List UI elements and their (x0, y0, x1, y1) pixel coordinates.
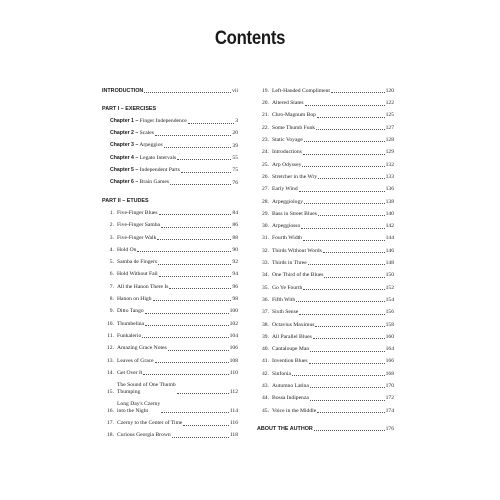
toc-entry-title (102, 118, 187, 125)
toc-entry-title: Chro-Magnum Bop (272, 112, 316, 119)
toc-entry-page: 133 (385, 173, 394, 180)
toc-entry-page: 132 (385, 161, 394, 168)
toc-entry-number: 20. (262, 100, 269, 107)
toc-entry-number: 8. (109, 296, 114, 303)
toc-entry-page: 122 (385, 100, 394, 107)
toc-entry-number: 18. (107, 432, 114, 439)
toc-entry-page: 98 (232, 296, 238, 303)
toc-entry-title: Sixth Sense (272, 309, 299, 316)
toc-entry-page: 108 (229, 357, 238, 364)
toc-entry-page: 86 (232, 222, 238, 229)
toc-entry-etude[interactable] (102, 278, 238, 290)
leader-dots (299, 188, 385, 192)
toc-entry-chapter[interactable] (102, 149, 238, 161)
toc-entry-page: vii (232, 87, 238, 94)
toc-entry-title: Introductions (272, 149, 302, 156)
toc-entry-etude[interactable] (102, 216, 238, 228)
chapter-label: Chapter 4 – (110, 154, 139, 161)
toc-entry-page: 55 (232, 155, 238, 162)
leader-dots (144, 89, 231, 93)
toc-entry-number: 5. (109, 259, 114, 266)
toc-entry-etude[interactable] (257, 353, 394, 365)
toc-entry-title: One Third of the Blues (272, 272, 324, 279)
contents-left-column (102, 82, 238, 439)
toc-entry-page: 84 (232, 209, 238, 216)
leader-dots (161, 409, 229, 413)
toc-entry-title: Invention Blues (272, 358, 308, 365)
toc-entry-etude[interactable] (257, 180, 394, 192)
toc-entry-etude[interactable] (102, 229, 238, 241)
toc-entry-number: 40. (262, 346, 269, 353)
toc-entry-page: 142 (385, 223, 394, 230)
toc-entry-page: 88 (232, 234, 238, 241)
leader-dots (323, 249, 385, 253)
leader-dots (168, 347, 229, 351)
toc-entry-title: Cantaloupe Man (272, 346, 310, 353)
chapter-label: Chapter 2 – (110, 129, 139, 136)
toc-entry-etude[interactable] (257, 365, 394, 377)
chapter-title: Arpeggios (139, 142, 163, 149)
leader-dots (142, 334, 228, 338)
toc-entry-title: Thumbelina (117, 320, 145, 327)
leader-dots (303, 286, 384, 290)
toc-entry-etude[interactable] (257, 402, 394, 414)
toc-entry-etude[interactable] (257, 291, 394, 303)
toc-entry-title: Fifth With (272, 296, 296, 303)
chapter-label: Chapter 1 – (110, 117, 139, 124)
toc-entry-title: All the Hanon There Is (117, 283, 169, 290)
toc-entry-title: Fourth Width (272, 235, 302, 242)
leader-dots (188, 120, 234, 124)
toc-entry-number: 43. (262, 383, 269, 389)
toc-entry-page: 174 (385, 407, 394, 414)
toc-entry-number: 21. (262, 112, 269, 119)
leader-dots (305, 102, 385, 106)
leader-dots (303, 237, 385, 241)
toc-entry-number: 36. (262, 296, 269, 303)
leader-dots (303, 151, 385, 155)
toc-entry-page: 76 (232, 179, 238, 186)
contents-right-column (257, 82, 394, 432)
toc-entry-etude[interactable] (257, 279, 394, 291)
toc-entry-page: 154 (385, 296, 394, 303)
toc-entry-etude[interactable] (257, 205, 394, 217)
toc-entry-etude[interactable] (257, 303, 394, 315)
leader-dots (181, 169, 232, 173)
toc-entry-number: 23. (262, 137, 269, 144)
toc-entry-number: 7. (109, 283, 114, 290)
toc-entry-number: 22. (262, 124, 269, 131)
toc-entry-etude[interactable] (102, 315, 238, 327)
leader-dots (317, 409, 384, 413)
toc-entry-page: 152 (385, 284, 394, 291)
toc-entry-etude[interactable] (102, 339, 238, 351)
leader-dots (145, 322, 229, 326)
toc-entry-title: Some Thumb Funk (272, 124, 316, 131)
toc-entry-title: Static Voyage (272, 137, 303, 144)
toc-entry-page: 144 (385, 235, 394, 242)
toc-entry-title: Thirds Without Words (272, 247, 322, 254)
leader-dots (299, 311, 384, 315)
toc-entry-title (102, 155, 176, 162)
toc-entry-etude[interactable] (102, 414, 238, 426)
toc-entry-title (102, 179, 169, 186)
toc-entry-introduction[interactable] (102, 82, 238, 94)
toc-entry-title: The Sound of One Thumb Thumping (117, 382, 176, 395)
toc-entry-title (102, 142, 163, 149)
chapter-label: Chapter 3 – (110, 142, 139, 149)
toc-entry-etude[interactable] (257, 316, 394, 328)
toc-entry-etude[interactable] (102, 364, 238, 376)
toc-entry-etude[interactable] (257, 119, 394, 131)
toc-entry-page: 125 (385, 112, 394, 119)
toc-entry-page: 120 (385, 87, 394, 94)
toc-entry-etude[interactable] (257, 266, 394, 278)
leader-dots (317, 114, 385, 118)
toc-entry-title: Left-Handed Compliment (272, 87, 330, 94)
leader-dots (315, 323, 384, 327)
toc-entry-page: 114 (229, 407, 238, 414)
leader-dots (301, 225, 384, 229)
toc-entry-etude[interactable] (102, 241, 238, 253)
toc-entry-page: 94 (232, 271, 238, 278)
toc-entry-title: Long Day's Czerny into the Night (117, 401, 161, 414)
toc-entry-number: 37. (262, 309, 269, 316)
toc-entry-page: 140 (385, 210, 394, 217)
toc-entry-title: Early Wind (272, 186, 298, 193)
leader-dots (169, 285, 231, 289)
toc-entry-page: 96 (232, 283, 238, 290)
toc-entry-chapter[interactable] (102, 137, 238, 149)
toc-entry-page: 136 (385, 186, 394, 193)
toc-entry-chapter[interactable] (102, 125, 238, 137)
leader-dots (304, 200, 385, 204)
chapter-list (102, 112, 238, 186)
toc-entry-page: 116 (229, 420, 238, 427)
toc-entry-page: 156 (385, 309, 394, 316)
toc-entry-page: 127 (385, 124, 394, 131)
leader-dots (314, 427, 385, 431)
leader-dots (159, 211, 232, 215)
toc-entry-number: 29. (262, 210, 269, 217)
leader-dots (137, 248, 231, 252)
leader-dots (304, 138, 385, 142)
chapter-label: Chapter 6 – (110, 179, 139, 186)
toc-entry-page: 172 (385, 395, 394, 402)
toc-entry-number: 27. (262, 186, 269, 193)
toc-entry-etude[interactable] (257, 340, 394, 352)
toc-entry-page: 90 (232, 246, 238, 253)
toc-entry-number: 3. (109, 234, 114, 241)
toc-entry-page: 170 (385, 383, 394, 389)
toc-entry-number: 13. (107, 357, 114, 364)
toc-entry-title (102, 167, 180, 174)
toc-entry-title: Octavius Maximus (272, 321, 315, 328)
toc-entry-title: Amazing Grace Notes (117, 345, 167, 352)
section-heading-part-1: PART I – EXERCISES (102, 106, 157, 113)
toc-entry-page: 110 (229, 369, 238, 376)
leader-dots (143, 371, 228, 375)
toc-entry-number: 12. (107, 345, 114, 352)
leader-dots (155, 359, 229, 363)
toc-entry-page: 146 (385, 247, 394, 254)
leader-dots (158, 261, 231, 265)
toc-entry-number: 39. (262, 333, 269, 340)
toc-entry-page: 100 (229, 308, 238, 315)
toc-entry-number: 44. (262, 395, 269, 402)
leader-dots (177, 156, 231, 160)
leader-dots (310, 384, 385, 388)
toc-entry-number: 28. (262, 198, 269, 205)
toc-entry-page: 138 (385, 198, 394, 205)
toc-entry-chapter[interactable] (102, 174, 238, 186)
toc-entry-page: 102 (229, 320, 238, 327)
toc-entry-page: 160 (385, 333, 394, 340)
toc-entry-etude[interactable] (257, 168, 394, 180)
toc-entry-etude[interactable] (102, 352, 238, 364)
toc-entry-number: 24. (262, 149, 269, 156)
toc-entry-etude[interactable] (102, 290, 238, 302)
toc-entry-title: Samba de Fingers (117, 259, 158, 266)
toc-entry-etude[interactable] (257, 94, 394, 106)
toc-entry-etude[interactable] (257, 230, 394, 242)
toc-entry-etude[interactable] (102, 395, 238, 414)
toc-entry-title: Bass in Street Blues (272, 210, 317, 217)
toc-entry-number: 17. (107, 420, 114, 427)
toc-entry-title: Arp Odyssey (272, 161, 302, 168)
toc-entry-title: Five-Finger Walk (117, 234, 157, 241)
leader-dots (157, 236, 231, 240)
toc-entry-etude[interactable] (257, 156, 394, 168)
toc-entry-etude[interactable] (102, 204, 238, 216)
toc-entry-title: Czerny to the Center of Time (117, 420, 183, 427)
toc-entry-page: 39 (232, 142, 238, 149)
toc-entry-page: 158 (385, 321, 394, 328)
toc-entry-page: 106 (229, 345, 238, 352)
toc-entry-etude[interactable] (257, 217, 394, 229)
toc-entry-title: Ditto Tango (117, 308, 144, 315)
leader-dots (161, 224, 231, 228)
leader-dots (153, 297, 232, 301)
toc-entry-etude[interactable] (257, 193, 394, 205)
toc-entry-etude[interactable] (257, 242, 394, 254)
toc-entry-number: 26. (262, 173, 269, 180)
chapter-title: Finger Independence (139, 117, 187, 124)
toc-entry-page: 168 (385, 370, 394, 377)
toc-entry-etude[interactable] (257, 82, 394, 94)
toc-entry-title: Funkalerio (117, 332, 142, 339)
chapter-label: Chapter 5 – (110, 166, 139, 173)
toc-entry-title: Hanon on High (117, 296, 152, 303)
chapter-title: Brain Games (139, 179, 170, 186)
toc-entry-title: Bossa Indipenza (272, 395, 309, 402)
toc-entry-number: 31. (262, 235, 269, 242)
toc-entry-page: 166 (385, 358, 394, 365)
toc-entry-number: 19. (262, 87, 269, 94)
leader-dots (296, 298, 384, 302)
toc-entry-number: 15. (107, 388, 114, 395)
toc-entry-number: 1. (109, 209, 114, 216)
leader-dots (331, 89, 385, 93)
leader-dots (183, 422, 228, 426)
toc-entry-etude[interactable] (257, 131, 394, 143)
leader-dots (292, 372, 385, 376)
toc-entry-title: Voice in the Middle (272, 407, 317, 414)
leader-dots (310, 348, 384, 352)
toc-entry-etude[interactable] (102, 327, 238, 339)
toc-entry-etude[interactable] (102, 253, 238, 265)
etude-list-right (257, 82, 394, 414)
toc-entry-etude[interactable] (257, 389, 394, 401)
chapter-title: Scales (139, 129, 154, 136)
toc-entry-title (102, 130, 154, 137)
leader-dots (309, 360, 385, 364)
toc-entry-page: 150 (385, 272, 394, 279)
leader-dots (318, 212, 385, 216)
toc-entry-title: ABOUT THE AUTHOR (257, 426, 313, 433)
page-title: Contents (214, 28, 286, 49)
toc-entry-title: Autumno Latina (272, 383, 309, 389)
toc-entry-title: Stretcher in the Wry (272, 173, 318, 180)
toc-entry-number: 38. (262, 321, 269, 328)
leader-dots (164, 144, 232, 148)
toc-entry-etude[interactable] (102, 376, 238, 395)
toc-entry-title: Go Ye Fourth (272, 284, 303, 291)
toc-entry-number: 42. (262, 370, 269, 377)
toc-entry-number: 35. (262, 284, 269, 291)
toc-entry-page: 104 (229, 332, 238, 339)
toc-entry-number: 45. (262, 407, 269, 414)
toc-entry-page: 75 (232, 167, 238, 174)
toc-entry-page: 128 (385, 137, 394, 144)
toc-entry-number: 10. (107, 320, 114, 327)
leader-dots (324, 274, 384, 278)
leader-dots (313, 335, 385, 339)
leader-dots (310, 397, 385, 401)
toc-entry-chapter[interactable] (102, 112, 238, 124)
toc-entry-number: 14. (107, 369, 114, 376)
toc-entry-title: Get Over It (117, 369, 143, 376)
leader-dots (302, 163, 384, 167)
leader-dots (177, 390, 229, 394)
toc-entry-about-the-author[interactable] (257, 420, 394, 432)
toc-entry-number: 6. (109, 271, 114, 278)
toc-entry-number: 4. (109, 246, 114, 253)
leader-dots (145, 310, 229, 314)
toc-entry-page: 118 (229, 432, 238, 439)
toc-entry-number: 34. (262, 272, 269, 279)
toc-entry-title: INTRODUCTION (102, 88, 144, 95)
toc-entry-number: 25. (262, 161, 269, 168)
toc-entry-title: Altered States (272, 100, 304, 107)
toc-entry-title: Hold Without Fail (117, 271, 158, 278)
toc-entry-etude[interactable] (102, 427, 238, 439)
toc-entry-number: 32. (262, 247, 269, 254)
toc-entry-page: 20 (232, 130, 238, 137)
toc-entry-etude[interactable] (257, 107, 394, 119)
toc-entry-page: 92 (232, 259, 238, 266)
leader-dots (170, 181, 231, 185)
toc-entry-etude[interactable] (257, 143, 394, 155)
section-heading-part-2: PART II – ETUDES (102, 198, 149, 205)
leader-dots (172, 434, 229, 438)
leader-dots (316, 126, 385, 130)
leader-dots (308, 261, 385, 265)
toc-entry-number: 30. (262, 223, 269, 230)
toc-entry-number: 11. (107, 332, 114, 339)
toc-entry-etude[interactable] (257, 328, 394, 340)
toc-entry-page: 164 (385, 346, 394, 353)
leader-dots (159, 273, 232, 277)
toc-entry-title: Arpeggiology (272, 198, 304, 205)
leader-dots (155, 132, 231, 136)
toc-entry-title: Hold On (117, 246, 137, 253)
toc-entry-number: 41. (262, 358, 269, 365)
toc-entry-page: 176 (385, 425, 394, 432)
toc-entry-etude[interactable] (102, 302, 238, 314)
toc-entry-etude[interactable] (102, 266, 238, 278)
toc-entry-page: 112 (229, 388, 238, 395)
toc-entry-chapter[interactable] (102, 161, 238, 173)
toc-entry-number: 33. (262, 260, 269, 267)
toc-entry-page: 3 (235, 118, 238, 125)
toc-entry-etude[interactable] (257, 377, 394, 389)
toc-entry-title: Sinfonia (272, 370, 291, 377)
toc-entry-title: Curious Georgia Brown (117, 432, 171, 439)
toc-entry-title: All Parallel Blues (272, 333, 312, 340)
chapter-title: Legato Intervals (139, 154, 177, 161)
toc-entry-etude[interactable] (257, 254, 394, 266)
toc-entry-page: 148 (385, 260, 394, 267)
leader-dots (318, 175, 384, 179)
toc-entry-number: 16. (107, 407, 114, 414)
toc-entry-title: Arpeggiosso (272, 223, 301, 230)
toc-entry-title: Thirds in Three (272, 260, 307, 267)
chapter-title: Independent Parts (139, 166, 180, 173)
toc-entry-title: Leaves of Grace (117, 357, 154, 364)
toc-entry-title: Five-Finger Blues (117, 209, 158, 216)
toc-entry-number: 2. (109, 222, 114, 229)
etude-list-left (102, 204, 238, 439)
toc-entry-number: 9. (109, 308, 114, 315)
toc-entry-page: 129 (385, 149, 394, 156)
toc-entry-title: Five-Finger Samba (117, 222, 161, 229)
